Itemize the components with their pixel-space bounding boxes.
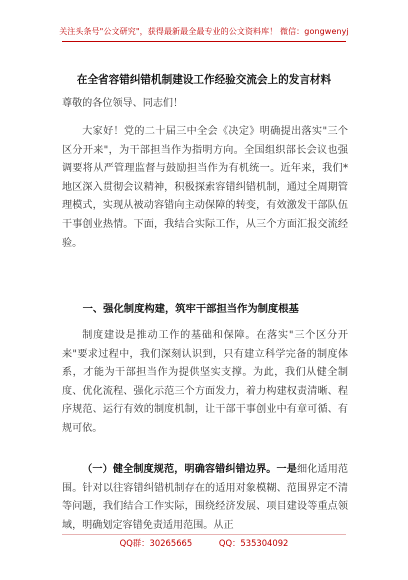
salutation: 尊敬的各位领导、同志们！ — [62, 98, 184, 109]
footer-qq-group: QQ群：30265665 — [119, 538, 193, 548]
header-divider — [62, 41, 346, 42]
document-title: 在全省容错纠错机制建设工作经验交流会上的发言材料 — [76, 74, 332, 86]
paragraph-intro-text: 大家好！党的二十届三中全会《决定》明确提出落实"三个区分开来"，为干部担当作为指明方向。全国组织部长会议也强调要将从严管理监督与鼓励担当作为有机统一。近年来，我们*地区深入贯彻会议精神，积极探索容错纠错机制，通过全周期管理模式，实现从被动容错向主动保障的转变，有效激发干部队伍干事创业热情。下面，我结合实际工作，从三个方面汇报交流经验。 — [62, 126, 348, 249]
subsection-lead-1: 一是 — [276, 464, 298, 475]
footer-divider — [62, 534, 346, 535]
footer-qq-contact: QQ：535304092 — [218, 538, 289, 548]
paragraph-intro — [62, 123, 348, 253]
paragraph-institution — [62, 327, 348, 439]
paragraph-subsection-1 — [62, 461, 348, 535]
subsection-heading-1: （一）健全制度规范，明确容错纠错边界。 — [82, 464, 277, 475]
header-banner: 关注头条号"公文研究"，获得最新最全最专业的公文资料库！ 微信：gongwenyj — [59, 27, 349, 36]
paragraph-subsection-1-text — [62, 461, 348, 535]
section-heading-1: 一、强化制度构建，筑牢干部担当作为制度根基 — [82, 303, 299, 315]
subsection-body-1: 细化适用范围。针对以往容错纠错机制存在的适用对象模糊、范围界定不清等问题，我们结合工作实际，围绕经济发展、项目建设等重点领域，明确划定容错免责适用范围。从正 — [62, 464, 349, 531]
paragraph-institution-text: 制度建设是推动工作的基础和保障。在落实"三个区分开来"要求过程中，我们深刻认识到，只有建立科学完备的制度体系，才能为干部担当作为提供坚实支撑。为此，我们从健全制度、优化流程、强化示范三个方面发力，着力构建权责清晰、程序规范、运行有效的制度机制，让干部干事创业中有章可循、有规可依。 — [62, 330, 348, 434]
footer-contact — [0, 537, 408, 549]
